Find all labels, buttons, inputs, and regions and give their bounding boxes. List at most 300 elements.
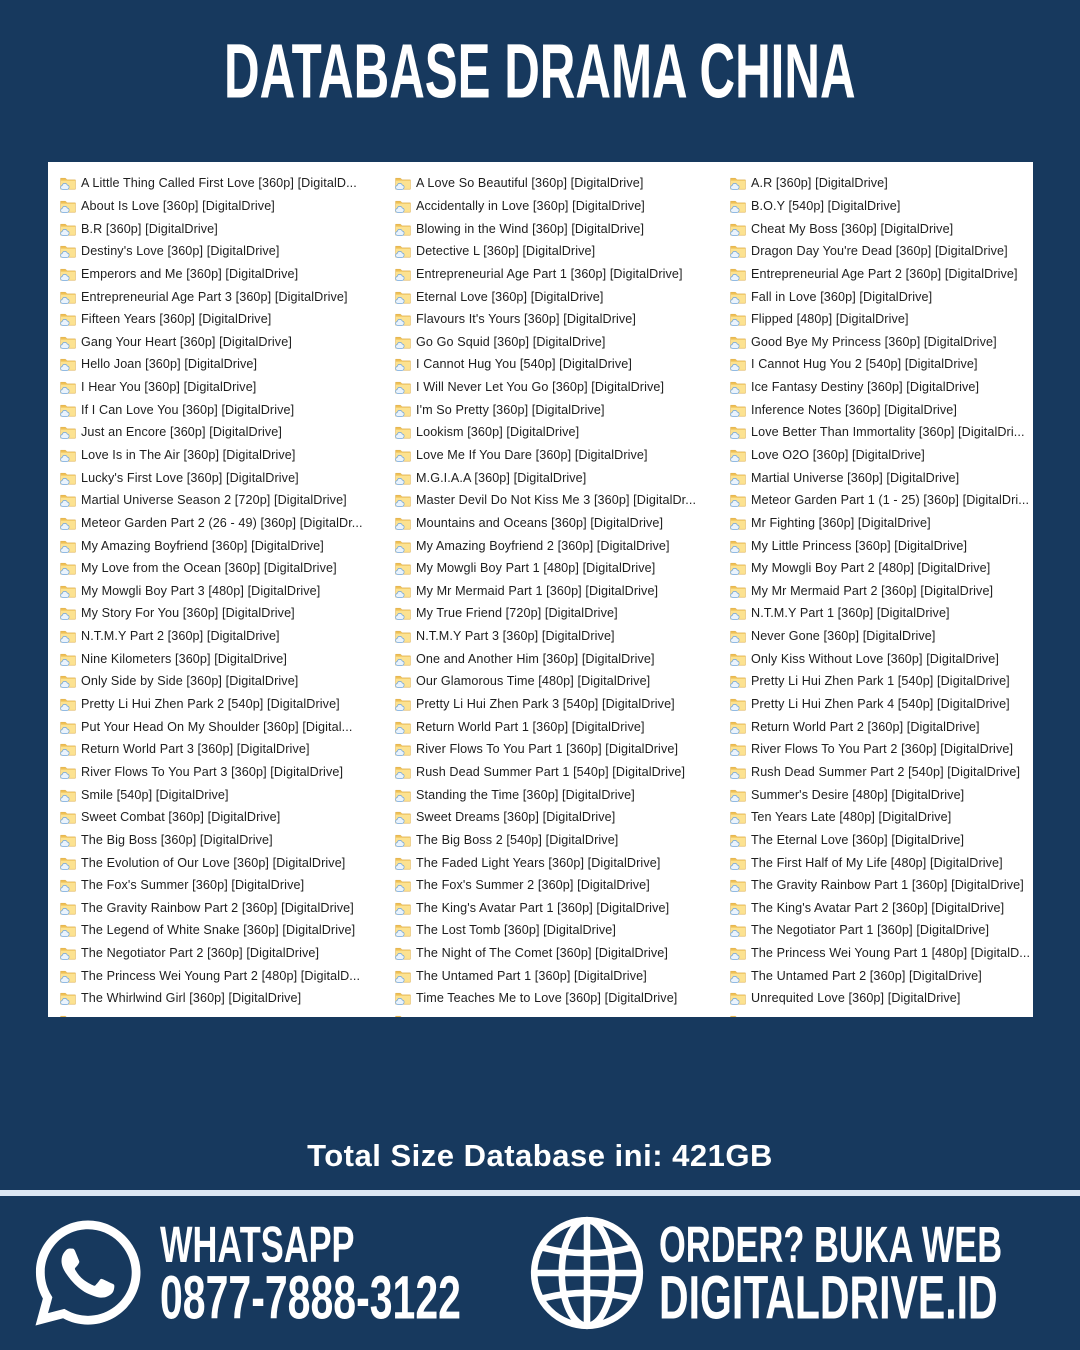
- file-name: Standing the Time [360p] [DigitalDrive]: [416, 787, 635, 802]
- file-item[interactable]: [730, 421, 1033, 444]
- folder-cloud-icon: [395, 742, 411, 756]
- file-name: My Mr Mermaid Part 1 [360p] [DigitalDrive]: [416, 583, 659, 598]
- file-item[interactable]: [730, 1010, 1033, 1017]
- file-item[interactable]: [60, 240, 383, 263]
- folder-cloud-icon: [60, 539, 76, 553]
- file-name: Destiny's Love [360p] [DigitalDrive]: [81, 244, 280, 259]
- folder-cloud-icon: [730, 471, 746, 485]
- folder-cloud-icon: [395, 199, 411, 213]
- file-item[interactable]: [395, 625, 718, 648]
- file-name: The Negotiator Part 1 [360p] [DigitalDrive]: [751, 923, 990, 938]
- file-item[interactable]: [730, 376, 1033, 399]
- folder-cloud-icon: [730, 674, 746, 688]
- file-item[interactable]: [60, 376, 383, 399]
- folder-cloud-icon: [730, 176, 746, 190]
- folder-cloud-icon: [60, 742, 76, 756]
- folder-cloud-icon: [395, 516, 411, 530]
- folder-cloud-icon: [60, 222, 76, 236]
- file-name: Fifteen Years [360p] [DigitalDrive]: [81, 312, 272, 327]
- folder-cloud-icon: [60, 856, 76, 870]
- file-item[interactable]: [730, 693, 1033, 716]
- file-name: The Princess Wei Young Part 1 [480p] [DigitalD...: [751, 946, 1031, 961]
- file-name: Go Go Squid [360p] [DigitalDrive]: [416, 334, 606, 349]
- file-item[interactable]: [730, 897, 1033, 920]
- file-item[interactable]: [730, 602, 1033, 625]
- folder-cloud-icon: [60, 516, 76, 530]
- file-item[interactable]: [730, 851, 1033, 874]
- file-item[interactable]: [395, 195, 718, 218]
- folder-cloud-icon: [730, 810, 746, 824]
- file-name: The King's Avatar Part 1 [360p] [DigitalDrive]: [416, 900, 670, 915]
- file-name: The Whirlwind Girl [360p] [DigitalDrive]: [81, 991, 302, 1006]
- file-name: N.T.M.Y Part 1 [360p] [DigitalDrive]: [751, 606, 950, 621]
- folder-cloud-icon: [60, 946, 76, 960]
- file-item[interactable]: [730, 761, 1033, 784]
- folder-cloud-icon: [395, 357, 411, 371]
- folder-cloud-icon: [395, 312, 411, 326]
- file-item[interactable]: [60, 398, 383, 421]
- file-name: My Mowgli Boy Part 2 [480p] [DigitalDrive]: [751, 561, 991, 576]
- file-name: Accidentally in Love [360p] [DigitalDrive]: [416, 198, 645, 213]
- folder-cloud-icon: [395, 923, 411, 937]
- folder-cloud-icon: [60, 765, 76, 779]
- file-name: River Flows To You Part 3 [360p] [DigitalDrive]: [81, 764, 344, 779]
- file-name: My Story For You [360p] [DigitalDrive]: [81, 606, 295, 621]
- file-name: Put Your Head On My Shoulder [360p] [Digital...: [81, 719, 353, 734]
- file-name: B.O.Y [540p] [DigitalDrive]: [751, 198, 901, 213]
- file-item[interactable]: [395, 738, 718, 761]
- file-name: B.R [360p] [DigitalDrive]: [81, 221, 218, 236]
- file-item[interactable]: [60, 263, 383, 286]
- file-name: The King's Avatar Part 2 [360p] [DigitalDrive]: [751, 900, 1005, 915]
- file-name: My Love from the Ocean [360p] [DigitalDrive]: [81, 561, 337, 576]
- file-item[interactable]: [395, 444, 718, 467]
- globe-icon: [527, 1213, 647, 1333]
- file-item[interactable]: [60, 534, 383, 557]
- file-name: Flipped [480p] [DigitalDrive]: [751, 312, 909, 327]
- folder-cloud-icon: [60, 878, 76, 892]
- folder-cloud-icon: [60, 335, 76, 349]
- folder-cloud-icon: [60, 244, 76, 258]
- file-name: River Flows To You Part 2 [360p] [DigitalDrive]: [751, 742, 1014, 757]
- file-name: The Big Boss 2 [540p] [DigitalDrive]: [416, 832, 619, 847]
- folder-cloud-icon: [395, 584, 411, 598]
- file-name: The Evolution of Our Love [360p] [DigitalDrive]: [81, 855, 346, 870]
- file-name: Dragon Day You're Dead [360p] [DigitalDrive]: [751, 244, 1008, 259]
- file-item[interactable]: [730, 444, 1033, 467]
- file-name: The Night of The Comet [360p] [DigitalDrive]: [416, 946, 668, 961]
- folder-cloud-icon: [395, 176, 411, 190]
- file-item[interactable]: [395, 489, 718, 512]
- folder-cloud-icon: [730, 584, 746, 598]
- folder-cloud-icon: [60, 267, 76, 281]
- folder-cloud-icon: [60, 629, 76, 643]
- file-item[interactable]: [395, 670, 718, 693]
- file-item[interactable]: [60, 353, 383, 376]
- file-name: Blowing in the Wind [360p] [DigitalDrive]: [416, 221, 645, 236]
- file-item[interactable]: [730, 240, 1033, 263]
- file-item[interactable]: [730, 308, 1033, 331]
- folder-cloud-icon: [395, 403, 411, 417]
- folder-cloud-icon: [730, 448, 746, 462]
- folder-cloud-icon: [395, 267, 411, 281]
- file-name: My Amazing Boyfriend 2 [360p] [DigitalDrive]: [416, 538, 670, 553]
- file-item[interactable]: [60, 195, 383, 218]
- folder-cloud-icon: [60, 290, 76, 304]
- folder-cloud-icon: [60, 448, 76, 462]
- file-item[interactable]: [60, 964, 383, 987]
- file-item[interactable]: [60, 693, 383, 716]
- file-item[interactable]: [730, 217, 1033, 240]
- file-item[interactable]: [730, 330, 1033, 353]
- file-item[interactable]: [395, 964, 718, 987]
- website-domain[interactable]: DIGITALDRIVE.ID: [659, 1263, 998, 1332]
- file-name: The Gravity Rainbow Part 1 [360p] [DigitalDrive]: [751, 878, 1024, 893]
- folder-cloud-icon: [60, 788, 76, 802]
- folder-cloud-icon: [395, 425, 411, 439]
- file-item[interactable]: [395, 580, 718, 603]
- file-item[interactable]: [395, 715, 718, 738]
- folder-cloud-icon: [730, 788, 746, 802]
- file-item[interactable]: [60, 874, 383, 897]
- file-item[interactable]: [60, 761, 383, 784]
- file-item[interactable]: [60, 806, 383, 829]
- file-item[interactable]: [60, 987, 383, 1010]
- file-item[interactable]: [60, 557, 383, 580]
- file-name: Sweet Dreams [360p] [DigitalDrive]: [416, 810, 616, 825]
- folder-cloud-icon: [730, 833, 746, 847]
- file-item[interactable]: [730, 172, 1033, 195]
- file-item[interactable]: [60, 172, 383, 195]
- folder-cloud-icon: [730, 901, 746, 915]
- folder-cloud-icon: [60, 471, 76, 485]
- file-item[interactable]: [730, 195, 1033, 218]
- folder-cloud-icon: [60, 493, 76, 507]
- file-name: One and Another Him [360p] [DigitalDrive]: [416, 651, 655, 666]
- folder-cloud-icon: [730, 742, 746, 756]
- file-item[interactable]: [60, 851, 383, 874]
- file-item[interactable]: [395, 783, 718, 806]
- folder-cloud-icon: [395, 448, 411, 462]
- file-item[interactable]: [730, 670, 1033, 693]
- file-item[interactable]: [60, 897, 383, 920]
- folder-cloud-icon: [395, 946, 411, 960]
- file-name: Entrepreneurial Age Part 1 [360p] [DigitalDrive]: [416, 266, 683, 281]
- folder-cloud-icon: [60, 403, 76, 417]
- folder-cloud-icon: [395, 697, 411, 711]
- folder-cloud-icon: [730, 946, 746, 960]
- file-item[interactable]: [730, 647, 1033, 670]
- file-item[interactable]: [730, 806, 1033, 829]
- file-name: My True Friend [720p] [DigitalDrive]: [416, 606, 618, 621]
- file-item[interactable]: [60, 466, 383, 489]
- header: [0, 18, 1080, 122]
- file-item[interactable]: [730, 534, 1033, 557]
- file-item[interactable]: [395, 693, 718, 716]
- file-item[interactable]: [395, 217, 718, 240]
- file-name: Summer's Desire [480p] [DigitalDrive]: [751, 787, 965, 802]
- file-name: Pretty Li Hui Zhen Park 1 [540p] [DigitalDrive]: [751, 674, 1010, 689]
- file-name: Eternal Love [360p] [DigitalDrive]: [416, 289, 604, 304]
- file-item[interactable]: [395, 874, 718, 897]
- file-item[interactable]: [60, 783, 383, 806]
- file-item[interactable]: [730, 580, 1033, 603]
- file-name: I'm So Pretty [360p] [DigitalDrive]: [416, 402, 605, 417]
- folder-cloud-icon: [60, 425, 76, 439]
- file-name: Martial Universe [360p] [DigitalDrive]: [751, 470, 960, 485]
- file-item[interactable]: [730, 489, 1033, 512]
- file-item[interactable]: [60, 1010, 383, 1017]
- file-name: A Little Thing Called First Love [360p] [DigitalD...: [81, 176, 357, 191]
- file-item[interactable]: [60, 217, 383, 240]
- file-item[interactable]: [60, 421, 383, 444]
- folder-cloud-icon: [730, 380, 746, 394]
- folder-cloud-icon: [395, 856, 411, 870]
- file-name: Mountains and Oceans [360p] [DigitalDrive]: [416, 515, 664, 530]
- file-item[interactable]: [395, 829, 718, 852]
- folder-cloud-icon: [730, 199, 746, 213]
- file-item[interactable]: [60, 670, 383, 693]
- file-name: The Lost Tomb [360p] [DigitalDrive]: [416, 923, 616, 938]
- folder-cloud-icon: [60, 652, 76, 666]
- file-name: The Fox's Summer [360p] [DigitalDrive]: [81, 878, 305, 893]
- whatsapp-label: WHATSAPP: [160, 1215, 355, 1273]
- file-item[interactable]: [730, 285, 1033, 308]
- file-item[interactable]: [395, 987, 718, 1010]
- file-item[interactable]: [60, 738, 383, 761]
- file-item[interactable]: [395, 512, 718, 535]
- file-item[interactable]: [730, 512, 1033, 535]
- file-item[interactable]: [730, 466, 1033, 489]
- file-name: Sweet Combat [360p] [DigitalDrive]: [81, 810, 281, 825]
- file-item[interactable]: [60, 285, 383, 308]
- file-name: I Cannot Hug You 2 [540p] [DigitalDrive]: [751, 357, 978, 372]
- file-item[interactable]: [730, 987, 1033, 1010]
- file-item[interactable]: [730, 783, 1033, 806]
- folder-cloud-icon: [730, 516, 746, 530]
- file-item[interactable]: [395, 1010, 718, 1017]
- folder-cloud-icon: [395, 539, 411, 553]
- folder-cloud-icon: [395, 765, 411, 779]
- file-item[interactable]: [395, 376, 718, 399]
- file-item[interactable]: [395, 330, 718, 353]
- folder-cloud-icon: [395, 290, 411, 304]
- file-item[interactable]: [730, 625, 1033, 648]
- file-item[interactable]: [730, 874, 1033, 897]
- folder-cloud-icon: [395, 471, 411, 485]
- file-name: Pretty Li Hui Zhen Park 4 [540p] [DigitalDrive]: [751, 697, 1010, 712]
- folder-cloud-icon: [395, 720, 411, 734]
- file-name: Martial Universe Season 2 [720p] [DigitalDrive]: [81, 493, 347, 508]
- file-name: Entrepreneurial Age Part 2 [360p] [DigitalDrive]: [751, 266, 1018, 281]
- file-item[interactable]: [395, 851, 718, 874]
- folder-cloud-icon: [730, 969, 746, 983]
- folder-cloud-icon: [730, 561, 746, 575]
- file-name: My Mowgli Boy Part 1 [480p] [DigitalDrive]: [416, 561, 656, 576]
- folder-cloud-icon: [60, 923, 76, 937]
- file-item[interactable]: [395, 263, 718, 286]
- file-item[interactable]: [60, 512, 383, 535]
- file-item[interactable]: [730, 557, 1033, 580]
- file-item[interactable]: [730, 353, 1033, 376]
- file-item[interactable]: [395, 647, 718, 670]
- file-column-3: [718, 162, 1033, 1017]
- file-name: Love Better Than Immortality [360p] [DigitalDri...: [751, 425, 1025, 440]
- file-column-1: [48, 162, 383, 1017]
- file-name: The Gravity Rainbow Part 2 [360p] [DigitalDrive]: [81, 900, 354, 915]
- file-name: Ice Fantasy Destiny [360p] [DigitalDrive]: [751, 380, 980, 395]
- file-name: Cheat My Boss [360p] [DigitalDrive]: [751, 221, 954, 236]
- whatsapp-number[interactable]: 0877-7888-3122: [160, 1263, 461, 1332]
- file-name: Return World Part 3 [360p] [DigitalDrive]: [81, 742, 310, 757]
- file-item[interactable]: [395, 761, 718, 784]
- file-item[interactable]: [730, 263, 1033, 286]
- file-name: My Mr Mermaid Part 2 [360p] [DigitalDrive]: [751, 583, 994, 598]
- folder-cloud-icon: [60, 561, 76, 575]
- file-item[interactable]: [395, 353, 718, 376]
- file-name: Return World Part 2 [360p] [DigitalDrive]: [751, 719, 980, 734]
- file-item[interactable]: [60, 580, 383, 603]
- file-item[interactable]: [395, 421, 718, 444]
- file-name: Detective L [360p] [DigitalDrive]: [416, 244, 596, 259]
- file-item[interactable]: [730, 715, 1033, 738]
- folder-cloud-icon: [730, 357, 746, 371]
- folder-cloud-icon: [730, 652, 746, 666]
- folder-cloud-icon: [395, 901, 411, 915]
- file-item[interactable]: [395, 398, 718, 421]
- folder-cloud-icon: [60, 674, 76, 688]
- folder-cloud-icon: [730, 335, 746, 349]
- file-name: Meteor Garden Part 1 (1 - 25) [360p] [DigitalDri...: [751, 493, 1030, 508]
- folder-cloud-icon: [395, 606, 411, 620]
- file-item[interactable]: [60, 444, 383, 467]
- file-list-panel: [48, 162, 1033, 1017]
- file-item[interactable]: [395, 919, 718, 942]
- file-name: Our Glamorous Time [480p] [DigitalDrive]: [416, 674, 651, 689]
- file-name: My Amazing Boyfriend [360p] [DigitalDrive]: [81, 538, 324, 553]
- file-name: The Legend of White Snake [360p] [DigitalDrive]: [81, 923, 356, 938]
- folder-cloud-icon: [730, 720, 746, 734]
- file-item[interactable]: [730, 942, 1033, 965]
- folder-cloud-icon: [395, 674, 411, 688]
- file-name: If I Can Love You [360p] [DigitalDrive]: [81, 402, 295, 417]
- file-name: My Mowgli Boy Part 3 [480p] [DigitalDrive]: [81, 583, 321, 598]
- file-name: Rush Dead Summer Part 1 [540p] [DigitalDrive]: [416, 764, 686, 779]
- folder-cloud-icon: [395, 222, 411, 236]
- file-item[interactable]: [60, 715, 383, 738]
- file-name: Entrepreneurial Age Part 3 [360p] [DigitalDrive]: [81, 289, 348, 304]
- file-item[interactable]: [730, 738, 1033, 761]
- folder-cloud-icon: [60, 380, 76, 394]
- folder-cloud-icon: [730, 878, 746, 892]
- file-name: Just an Encore [360p] [DigitalDrive]: [81, 425, 282, 440]
- folder-cloud-icon: [730, 991, 746, 1005]
- file-item[interactable]: [395, 308, 718, 331]
- file-item[interactable]: [395, 172, 718, 195]
- file-item[interactable]: [60, 308, 383, 331]
- folder-cloud-icon: [395, 629, 411, 643]
- folder-cloud-icon: [730, 923, 746, 937]
- file-item[interactable]: [395, 602, 718, 625]
- file-item[interactable]: [395, 897, 718, 920]
- folder-cloud-icon: [730, 312, 746, 326]
- file-item[interactable]: [60, 625, 383, 648]
- folder-cloud-icon: [730, 697, 746, 711]
- folder-cloud-icon: [60, 606, 76, 620]
- file-name: I Hear You [360p] [DigitalDrive]: [81, 380, 257, 395]
- file-item[interactable]: [60, 330, 383, 353]
- file-name: Fall in Love [360p] [DigitalDrive]: [751, 289, 933, 304]
- file-name: I Will Never Let You Go [360p] [DigitalDrive]: [416, 380, 665, 395]
- file-name: The Untamed Part 2 [360p] [DigitalDrive]: [751, 968, 982, 983]
- file-item[interactable]: [395, 285, 718, 308]
- folder-cloud-icon: [60, 697, 76, 711]
- file-column-2: [383, 162, 718, 1017]
- file-item[interactable]: [395, 240, 718, 263]
- file-item[interactable]: [395, 534, 718, 557]
- file-name: Meteor Garden Part 2 (26 - 49) [360p] [DigitalDr...: [81, 515, 363, 530]
- folder-cloud-icon: [60, 199, 76, 213]
- file-item[interactable]: [60, 602, 383, 625]
- folder-cloud-icon: [730, 267, 746, 281]
- file-name: Hello Joan [360p] [DigitalDrive]: [81, 357, 258, 372]
- file-name: The First Half of My Life [480p] [DigitalDrive]: [751, 855, 1003, 870]
- folder-cloud-icon: [395, 493, 411, 507]
- file-name: Gang Your Heart [360p] [DigitalDrive]: [81, 334, 292, 349]
- folder-cloud-icon: [395, 335, 411, 349]
- website-contact[interactable]: [527, 1213, 1077, 1333]
- folder-cloud-icon: [395, 1014, 411, 1017]
- file-name: N.T.M.Y Part 3 [360p] [DigitalDrive]: [416, 629, 615, 644]
- file-item[interactable]: [60, 829, 383, 852]
- file-item[interactable]: [60, 919, 383, 942]
- file-name: Only Side by Side [360p] [DigitalDrive]: [81, 674, 299, 689]
- folder-cloud-icon: [395, 969, 411, 983]
- file-item[interactable]: [395, 806, 718, 829]
- file-name: N.T.M.Y Part 2 [360p] [DigitalDrive]: [81, 629, 280, 644]
- folder-cloud-icon: [730, 539, 746, 553]
- folder-cloud-icon: [60, 1014, 76, 1017]
- file-name: Love Me If You Dare [360p] [DigitalDrive]: [416, 448, 648, 462]
- file-name: Lucky's First Love [360p] [DigitalDrive]: [81, 470, 299, 485]
- folder-cloud-icon: [60, 810, 76, 824]
- whatsapp-contact[interactable]: [28, 1213, 527, 1333]
- file-item[interactable]: [60, 647, 383, 670]
- file-name: Rush Dead Summer Part 2 [540p] [DigitalDrive]: [751, 764, 1021, 779]
- file-name: Love O2O [360p] [DigitalDrive]: [751, 448, 925, 462]
- page-title: DATABASE DRAMA CHINA: [224, 26, 856, 114]
- file-item[interactable]: [730, 919, 1033, 942]
- folder-cloud-icon: [60, 991, 76, 1005]
- folder-cloud-icon: [395, 652, 411, 666]
- folder-cloud-icon: [395, 810, 411, 824]
- file-name: The Fox's Summer 2 [360p] [DigitalDrive]: [416, 878, 650, 893]
- file-item[interactable]: [395, 942, 718, 965]
- file-name: Only Kiss Without Love [360p] [DigitalDrive]: [751, 651, 999, 666]
- file-name: The Eternal Love [360p] [DigitalDrive]: [751, 832, 965, 847]
- folder-cloud-icon: [730, 493, 746, 507]
- file-name: A.R [360p] [DigitalDrive]: [751, 176, 888, 191]
- file-item[interactable]: [395, 557, 718, 580]
- file-item[interactable]: [730, 829, 1033, 852]
- file-item[interactable]: [395, 466, 718, 489]
- file-item[interactable]: [60, 489, 383, 512]
- total-size-text: Total Size Database ini: 421GB: [307, 1138, 773, 1173]
- file-item[interactable]: [730, 964, 1033, 987]
- file-item[interactable]: [730, 398, 1033, 421]
- file-name: Mr Fighting [360p] [DigitalDrive]: [751, 515, 931, 530]
- file-item[interactable]: [60, 942, 383, 965]
